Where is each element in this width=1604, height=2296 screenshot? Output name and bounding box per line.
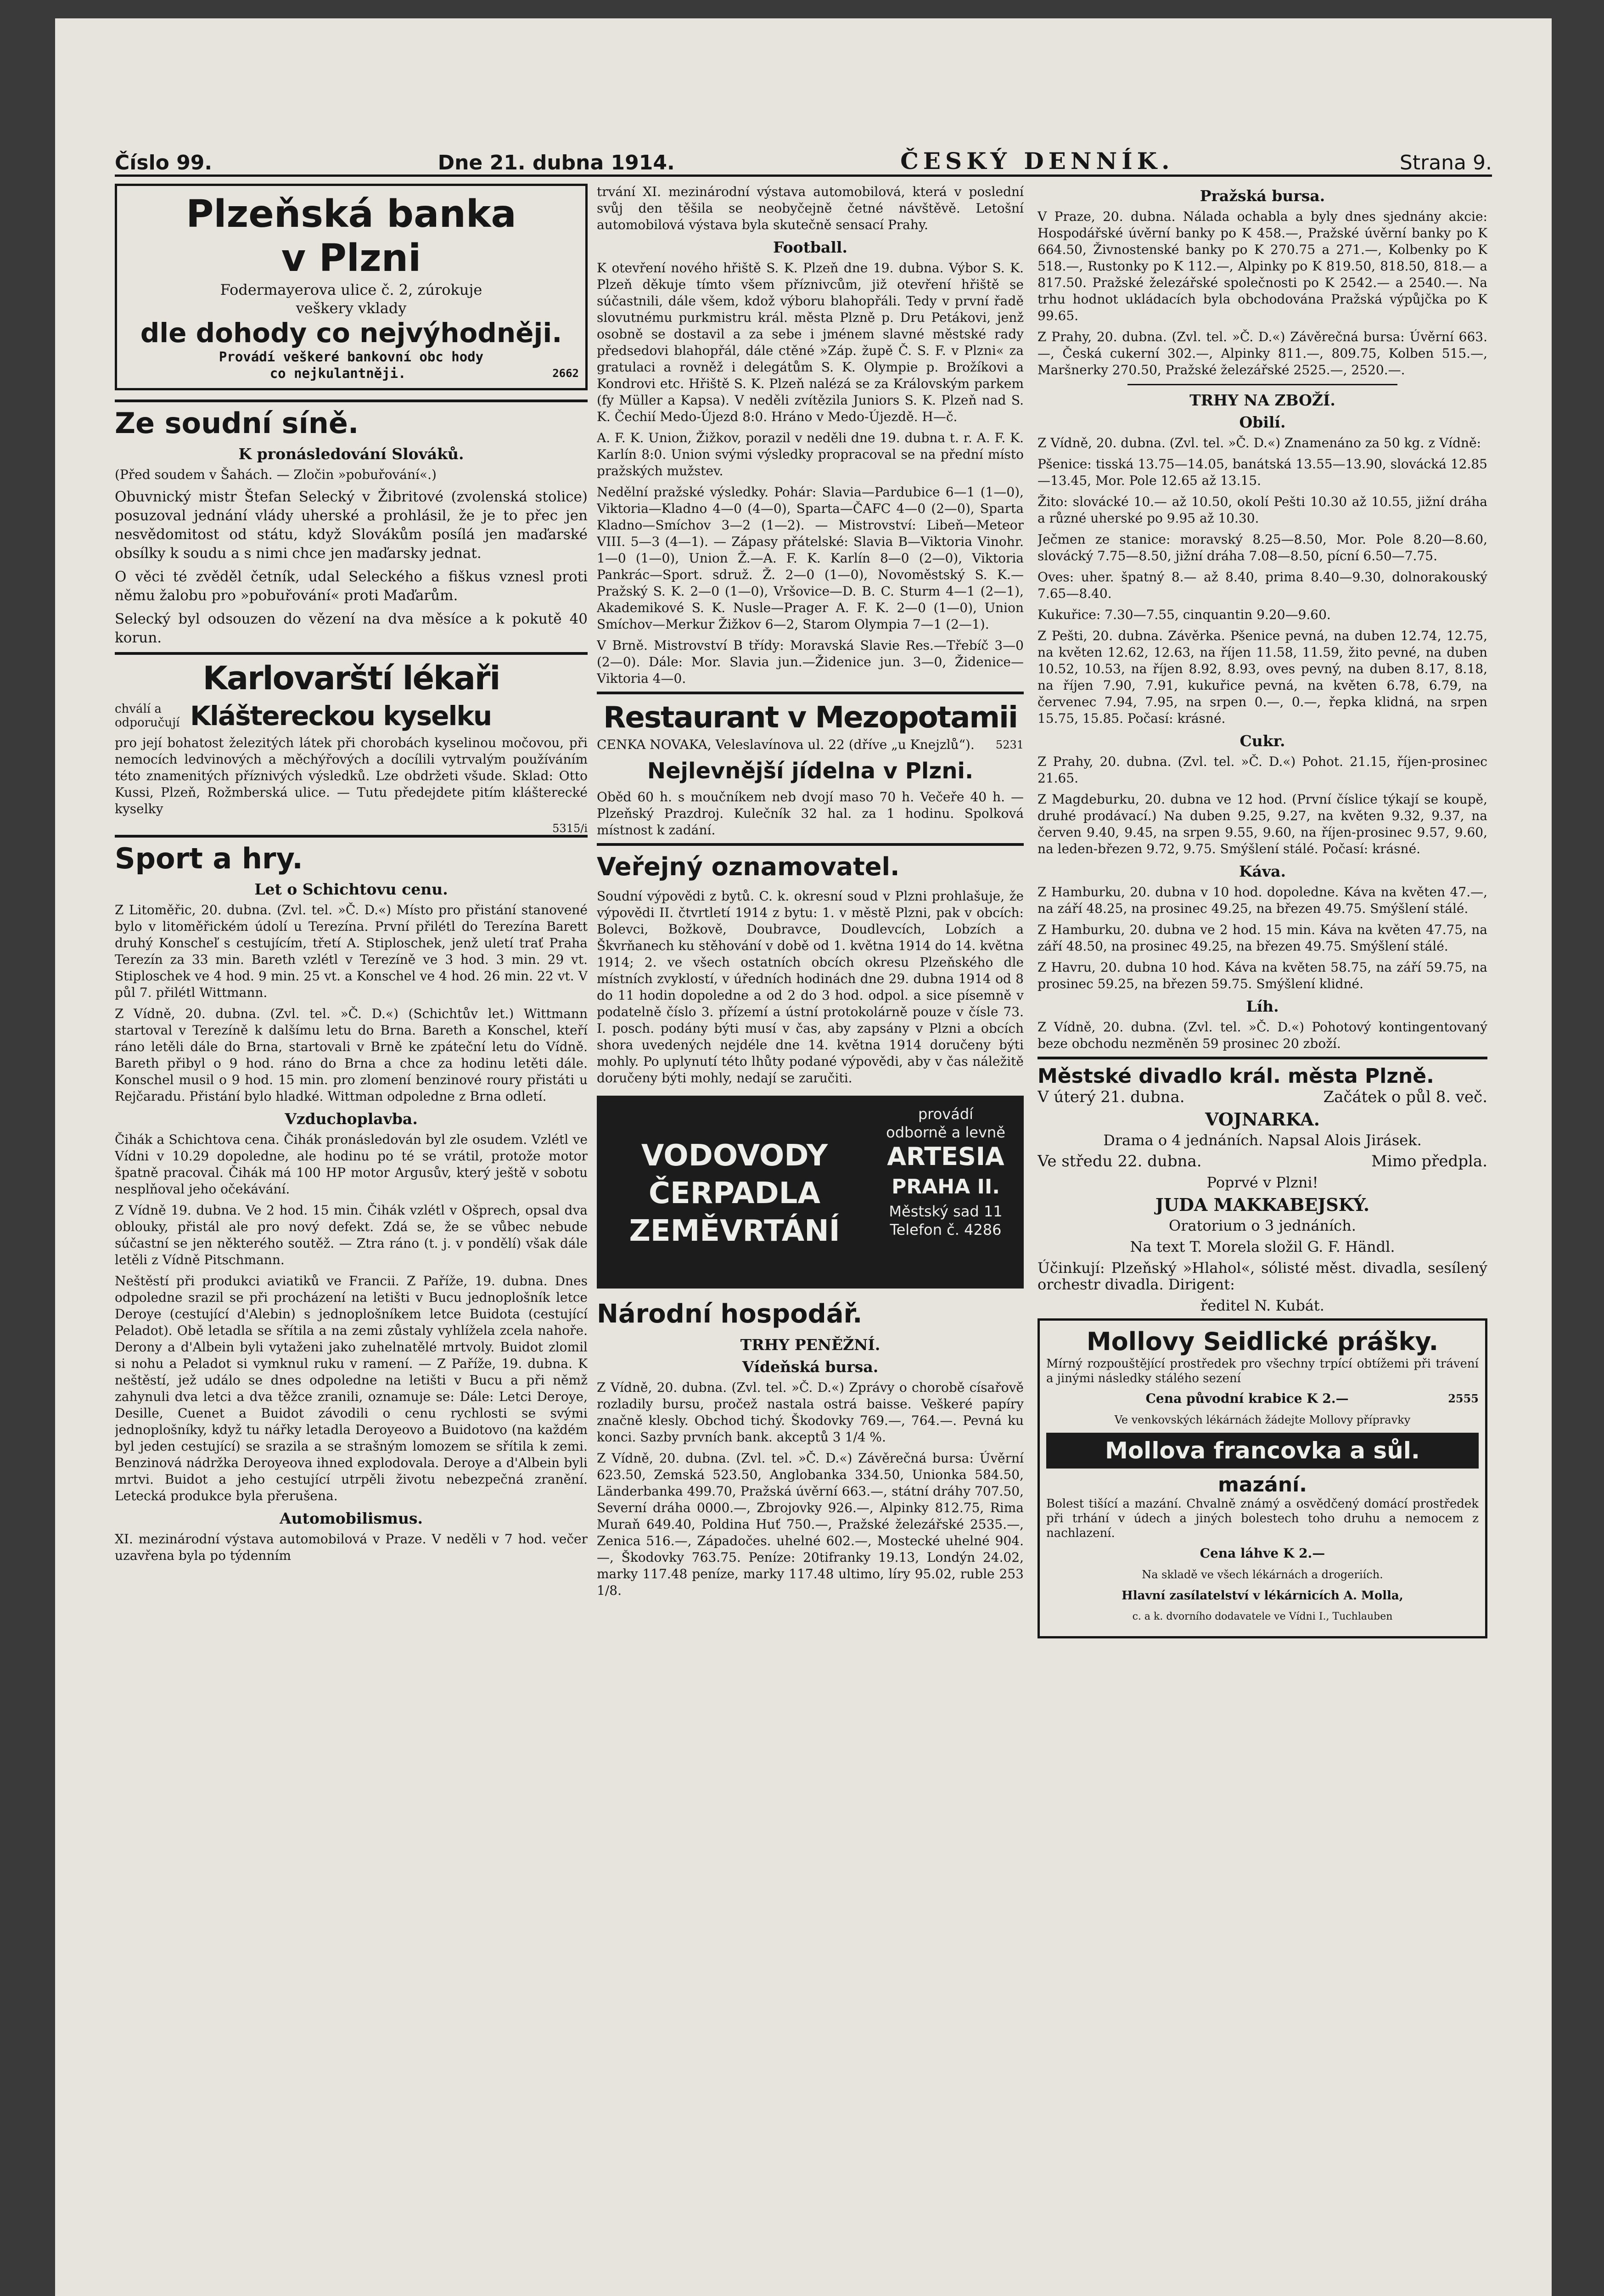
article-paragraph: V Brně. Mistrovství B třídy: Moravská Slavie Res.—Třebíč 3—0 (2—0). Dále: Mor. Slavia jun.—Židenice jun. 3—0, Židenice—Viktoria 4—0.: [597, 638, 1024, 686]
divider: [597, 692, 1024, 694]
article-paragraph: Čihák a Schichtova cena. Čihák pronásledován byl zle osudem. Vzlétl ve Vídni v 10.29 dopoledne, ale hodinu po té se vrátil, protože motor špatně pracoval. Čihák má 100 HP motor Argusův, který ještě v sobotu nesplňoval jeho očekávání.: [115, 1132, 588, 1197]
artesia-address: Městský sad 11: [889, 1203, 1003, 1220]
subhead-kava: Káva.: [1239, 862, 1286, 880]
moll-price-2: Cena láhve K 2.—: [1200, 1546, 1325, 1561]
divider: [1127, 384, 1397, 385]
page-number: Strana 9.: [1399, 151, 1492, 174]
market-line: Pšenice: tisská 13.75—14.05, banátská 13.55—13.90, slovácká 12.85—13.45, Mor. Pole 12.65 až 13.15.: [1038, 456, 1487, 488]
restaurant-owner: CENKA NOVAKA, Veleslavínova ul. 22 (dříve „u Knejzlů“). 5231: [597, 737, 1024, 752]
play-performers: Účinkují: Plzeňský »Hlahol«, sólisté měst. divadla, sesílený orchestr divadla. Dirigent:: [1038, 1259, 1487, 1293]
moll-main: Hlavní zasílatelství v lékárnicích A. Molla,: [1122, 1589, 1403, 1603]
market-line: Z Magdeburku, 20. dubna ve 12 hod. (První číslice týkají se koupě, druhé prodávací.) Na duben 9.25, 9.27, na květen 9.32, 9.37, na červen 9.40, 9.45, na srpen 9.55, 9.60, na říjen-prosinec 9.57, 9.60, na leden-březen 9.72, 9.75. Smýšlení stálé. Počasí: krásné.: [1038, 792, 1487, 856]
restaurant-title: Restaurant v Mezopotamii: [603, 701, 1017, 735]
moll-tag: mazání.: [1218, 1473, 1307, 1497]
artesia-services: [606, 1137, 863, 1250]
play-desc: Oratorium o 3 jednáních.: [1169, 1217, 1356, 1234]
moll-title-2: Mollova francovka a sůl.: [1046, 1433, 1479, 1469]
subhead-cukr: Cukr.: [1239, 732, 1285, 750]
article-paragraph: Z Vídně, 20. dubna. (Zvl. tel. »Č. D.«) Zprávy o chorobě císařově rozladily bursu, pročež nastala ostrá baisse. Veškeré papíry značně klesly. Obchod tichý. Škodovky 769.—, 764.—. Pevná ku konci. Sazby prvních bank. akceptů 3 1/4 %.: [597, 1380, 1024, 1445]
headline-slovaci: K pronásledování Slováků.: [238, 445, 464, 463]
market-line: Z Hamburku, 20. dubna ve 2 hod. 15 min. Káva na květen 47.75, na září 48.50, na prosinec 49.25, na březen 49.75. Smýšlení stálé.: [1038, 922, 1487, 954]
market-line: Kukuřice: 7.30—7.55, cinquantin 9.20—9.60.: [1038, 607, 1331, 622]
artesia-brand: ARTESIA: [887, 1142, 1004, 1171]
theatre-program: [1038, 1064, 1487, 1314]
ad-plzenska-banka: [115, 184, 588, 390]
moll-note: Ve venkovských lékárnách žádejte Mollovy přípravky: [1114, 1413, 1411, 1426]
ad-number: 2555: [1448, 1392, 1479, 1405]
article-paragraph: Z Vídně, 20. dubna. (Zvl. tel. »Č. D.«) (Schichtův let.) Wittmann startoval v Terezíně k dalšímu letu do Brna. Bareth a Konschel, kteří ráno letěli dále do Brna, startovali v Brně ke zpáteční letu do Vídně. Bareth přibyl o 9 hod. ráno do Brna a chce za hodinu letěti dále. Konschel musil o 9 hod. 15 min. pro zlomení benzinové roury přistáti u Rejčaradu. Přistání bylo hladké. Wittman odpoledne z Brna odletí.: [115, 1006, 588, 1104]
market-line: Žito: slovácké 10.— až 10.50, okolí Pešti 10.30 až 10.55, jižní dráha a různé uherské po 9.95 až 10.30.: [1038, 494, 1487, 526]
article-paragraph: Z Vídně 19. dubna. Ve 2 hod. 15 min. Čihák vzlétl v Ošprech, opsal dva oblouky, přistál ale pro nový defekt. Zdá se, že se vůbec nebude súčastní se jen některého soutěž. — Ztra ráno (t. j. v pondělí) však dále letěli z Vídně Pitschmann.: [115, 1203, 588, 1267]
section-title-verejny: Veřejný oznamovatel.: [597, 852, 900, 881]
section-title-soudni: Ze soudní síně.: [115, 406, 359, 440]
artesia-line: ČERPADLA: [649, 1176, 820, 1210]
bank-deposits: veškery vklady: [296, 299, 407, 317]
artesia-line: odborně a levně: [886, 1124, 1005, 1141]
issue-date: Dne 21. dubna 1914.: [437, 151, 675, 174]
moll-price: Cena původní krabice K 2.— 2555: [1145, 1391, 1479, 1406]
ad-number: 2662: [552, 367, 579, 380]
artesia-line: ZEMĚVRTÁNÍ: [629, 1214, 840, 1248]
artesia-line: VODOVODY: [641, 1139, 828, 1173]
subhead-trhy-penezni: TRHY PENĚŽNÍ.: [740, 1336, 881, 1354]
market-line: Ječmen ze stanice: moravský 8.25—8.50, Mor. Pole 8.20—8.60, slovácký 7.75—8.50, jižní dráha 7.08—8.50, pícní 6.50—7.75.: [1038, 532, 1487, 563]
artesia-phone: Telefon č. 4286: [890, 1221, 1002, 1238]
bank-address: Fodermayerova ulice č. 2, zúrokuje: [220, 281, 482, 298]
article-paragraph: O věci té zvěděl četník, udal Seleckého a fiškus vznesl proti němu žalobu pro »pobuřování« proti Maďarům.: [115, 568, 588, 604]
subhead-football: Football.: [773, 238, 847, 256]
bank-services-2: co nejkulantněji. 2662: [269, 366, 579, 381]
theatre-day: V úterý 21. dubna. Začátek o půl 8. več.: [1038, 1088, 1487, 1106]
theatre-title: Městské divadlo král. města Plzně.: [1038, 1064, 1434, 1088]
article-paragraph: Selecký byl odsouzen do vězení na dva měsíce a k pokutě 40 korun.: [115, 611, 588, 646]
column-1: [115, 184, 588, 1569]
column-3: [1038, 184, 1487, 1648]
section-title-hospodar: Národní hospodář.: [597, 1299, 863, 1329]
market-line: Z Prahy, 20. dubna. (Zvl. tel. »Č. D.«) Pohot. 21.15, říjen-prosinec 21.65.: [1038, 754, 1487, 786]
ad-karlovarsti-title: Karlovarští lékaři: [202, 659, 500, 697]
moll-title: Mollovy Seidlické prášky.: [1086, 1327, 1439, 1356]
article-paragraph: Z Vídně, 20. dubna. (Zvl. tel. »Č. D.«) Závěrečná bursa: Úvěrní 623.50, Zemská 523.50, Anglobanka 334.50, Unionka 584.50, Länderbanka 499.70, Pražská úvěrní 663.—, státní dráhy 707.50, Severní dráha 0000.—, Zbrojovky 926.—, Alpinky 812.75, Rima Muraň 649.40, Poldina Huť 750.—, Pražské železářské 2535.—, Zenica 516.—, Západočes. uhelné 602.—, Mostecké uhelné 904.—, Škodovky 763.75. Peníze: 20tifranky 19.13, Londýn 24.02, marky 117.48 peníze, marky 117.48 ultimo, líry 95.02, ruble 253 1/8.: [597, 1451, 1024, 1598]
moll-desc: Bolest tišící a mazání. Chvalně známý a osvědčený domácí prostředek při trhání v údech a jiných bolestech toho druhu a nemocem z nachlazení.: [1046, 1497, 1479, 1540]
ad-karlovarsti-text: pro její bohatost železitých látek při chorobách kyselinou močovou, při nemocích ledvinových a měchýřových a docílili vytrvalým používáním této znamenitých příznivých výsledků. Lze obdržeti všude. Sklad: Otto Kussi, Plzeň, Rožmberská ulice. — Tutu předejdete pitím klášterecké kyselky: [115, 735, 588, 816]
bank-terms: dle dohody co nejvýhodněji.: [140, 317, 562, 349]
article-paragraph: Soudní výpovědi z bytů. C. k. okresní soud v Plzni prohlašuje, že výpovědi II. čtvrtletí 1914 z bytu: 1. v městě Plzni, pak v obcích: Bolevci, Božkově, Doubravce, Doudlevcích, Lobzích a Škvrňanech ku stěhování v době od 1. května 1914 do 14. května 1914; 2. ve všech ostatních obcích okresu Plzeňského dle místních zvyklostí, v úředních hodinách dne 29. dubna 1914 od 8 do 11 hodin dopoledne a od 2 do 3 hod. odpol. a sice písemně v podatelně číslo 3. přízemí a ústní protokolárně pouze v čísle 73. I. posch. podány býti musí v čas, aby zapsány v Plzni a obcích shora uvedených nejdéle dne 14. května 1914 doručeny býti mohly. Po uplynutí této lhůty podané výpovědi, aby v čas náležitě doručeny býti mohly, nedají se zaručiti.: [597, 889, 1024, 1086]
divider: [115, 835, 588, 838]
article-paragraph: A. F. K. Union, Žižkov, porazil v neděli dne 19. dubna t. r. A. F. K. Karlín 8:0. Union svými výsledky propracoval se na přední místo pražských mužstev.: [597, 430, 1024, 478]
bank-services-1: Provádí veškeré bankovní obc hody: [219, 349, 484, 365]
play-author: Na text T. Morela složil G. F. Händl.: [1130, 1238, 1395, 1255]
article-paragraph: Z Prahy, 20. dubna. (Zvl. tel. »Č. D.«) Závěrečná bursa: Úvěrní 663.—, Česká cukerní 302.—, Alpinky 811.—, 809.75, Kolben 515.—, Maršnerky 270.50, Pražské železářské 2525.—, 2520.—.: [1038, 329, 1487, 377]
moll-supplier: c. a k. dvorního dodavatele ve Vídni I., Tuchlauben: [1132, 1611, 1393, 1622]
market-line: Z Havru, 20. dubna 10 hod. Káva na květen 58.75, na září 59.75, na prosinec 59.25, na březen 59.75. Smýšlení klidné.: [1038, 960, 1487, 991]
headline-let: Let o Schichtovu cenu.: [254, 880, 448, 898]
paper-name: ČESKÝ DENNÍK.: [900, 147, 1174, 174]
play-desc: Drama o 4 jednáních. Napsal Alois Jirásek.: [1103, 1131, 1422, 1149]
moll-store: Na skladě ve všech lékárnách a drogeriích.: [1142, 1568, 1383, 1581]
ad-number: 5315/i: [552, 822, 588, 835]
article-paragraph: Obuvnický mistr Štefan Selecký v Žibritové (zvolenská stolice) posuzoval jednání vlády uherské a prohlásil, že je to přec jen nesvědomitost od státu, když Slovákům posílá jen maďarské obsílky k soudu a s nimi chce jen maďarsky jednat.: [115, 489, 588, 562]
divider: [597, 843, 1024, 846]
play-title: VOJNARKA.: [1205, 1109, 1320, 1130]
article-intro: (Před soudem v Šahách. — Zločin »pobuřování«.): [115, 467, 437, 482]
column-2: [597, 184, 1024, 1604]
bank-city: v Plzni: [281, 236, 421, 280]
moll-text: Mírný rozpouštějící prostředek pro všechny trpící obtížemi při trávení a jinými následky stálého sezení: [1046, 1357, 1479, 1385]
divider: [1038, 1057, 1487, 1059]
subhead-automobilismus: Automobilismus.: [279, 1509, 423, 1527]
article-paragraph: XI. mezinárodní výstava automobilová v Praze. V neděli v 7 hod. večer uzavřena byla po týdenním: [115, 1531, 588, 1563]
market-line: Z Vídně, 20. dubna. (Zvl. tel. »Č. D.«) Pohotový kontingentovaný beze obchodu nezměněn 59 prosinec 20 zboží.: [1038, 1019, 1487, 1051]
article-paragraph: Nedělní pražské výsledky. Pohár: Slavia—Pardubice 6—1 (1—0), Viktoria—Kladno 4—0 (4—0), Sparta—ČAFC 4—0 (2—0), Sparta Kladno—Smíchov 3—2 (1—2). — Mistrovství: Libeň—Meteor VIII. 5—3 (4—1). — Zápasy přátelské: Slavia B—Viktoria Vinohr. 1—0 (1—0), Union Ž.—A. F. K. Karlín 8—0 (2—0), Viktoria Pankrác—Sport. sdruž. Ž. 2—0 (1—0), Novoměstský S. K.—Pražský S. K. 2—0 (1—0), Vršovice—D. B. C. Sturm 4—1 (2—1), Akademikové S. K. Nusle—Prager A. F. K. 2—0 (1—0), Union Smíchov—Merkur Žižkov 6—2, Starom Olympia 7—1 (2—1).: [597, 484, 1024, 632]
restaurant-slogan: Nejlevnější jídelna v Plzni.: [647, 758, 974, 784]
ad-karlovarsti: [115, 659, 588, 835]
section-title-sport: Sport a hry.: [115, 842, 303, 875]
subhead-videnska: Vídeňská bursa.: [742, 1358, 879, 1376]
article-paragraph: Neštěstí při produkci aviatiků ve Francii. Z Paříže, 19. dubna. Dnes odpoledne srazil se při procházení na letišti v Bucu jednoplošník letce Deroye (cestující d'Alebin) s jednoplošníkem letce Buidota (cestující Peladot). Obě letadla se sřítila a na zemi zůstaly vyhlížela zcela nahoře. Derony a d'Albein byli vytaženi jako zuhelnatělé mrtvoly. Buidot zlomil si nohu a Peladot si vymknul ruku v ramení. — Z Paříže, 19. dubna. K neštěstí, jež událo se dnes odpoledne na letišti v Bucu a při němž zahynuli dva letci a dva těžce zranili, oznamuje se: Dále: Letci Deroye, Desille, Cuenet a Buidot závodili o cenu rychlosti se svými jednoplošníky, když tu nářky letadla Deroyeovo a Buidotovo (na každém byl jeden cestující) se srazila a se strašným lomozem se sřítila k zemi. Benzinová nádržka Deroyeova ihned explodovala. Deroye a d'Albein byli mrtvi. Buidot a jeho cestující utrpěli životu nebezpečná zranění. Letecká produkce byla přerušena.: [115, 1273, 588, 1503]
theatre-day: Ve středu 22. dubna. Mimo předpla.: [1038, 1152, 1487, 1171]
subhead-lih: Líh.: [1246, 997, 1279, 1015]
market-line: Z Pešti, 20. dubna. Závěrka. Pšenice pevná, na duben 12.74, 12.75, na květen 12.62, 12.63, na říjen 11.58, 11.59, žito pevné, na duben 10.52, 10.53, na říjen 8.92, 8.93, oves pevný, na duben 8.17, 8.18, na říjen 7.90, 7.91, kukuřice pevná, na květen 6.78, 6.79, na červenec 7.94, 7.95, na srpen 0.—, 0.—, řepka klidná, na srpen 15.75, 15.85. Počasí: krásné.: [1038, 628, 1487, 726]
newspaper-page: [55, 18, 1552, 2296]
market-line: Z Hamburku, 20. dubna v 10 hod. dopoledne. Káva na květen 47.—, na září 48.25, na prosinec 49.25, na březen 49.75. Smýšlení stálé.: [1038, 884, 1487, 916]
ad-karlovarsti-small: chválí a odporučují: [115, 702, 180, 730]
article-paragraph: Z Litoměřic, 20. dubna. (Zvl. tel. »Č. D.«) Místo pro přistání stanovené bylo v litoměřickém údolí u Terezína. První přilétl do Terezína Barett druhý Konscheľ s cestujícím, třetí A. Stiploschek, jenž uletí trať Praha Terezín za 33 min. Bareth vzlétl v Terezíně ve 3 hod. 3 min. 29 vt. Stiploschek ve 4 hod. 9 min. 25 vt. a Konschel ve 4 hod. 26 min. 22 vt. V půl 7. přilétl Wittmann.: [115, 902, 588, 1000]
play-title: JUDA MAKKABEJSKÝ.: [1155, 1194, 1370, 1215]
play-director: ředitel N. Kubát.: [1200, 1297, 1324, 1314]
subhead-trhy-zbozi: TRHY NA ZBOŽÍ.: [1189, 391, 1335, 409]
article-paragraph: V Praze, 20. dubna. Nálada ochabla a byly dnes sjednány akcie: Hospodářské úvěrní banky po K 458.—, Pražské úvěrní banky po K 664.50, Živnostenské banky po K 270.75 a 271.—, Kolbenky po K 518.—, Rustonky po K 112.—, Alpinky po K 819.50, 818.50, 818.— a 817.50. Pražské železářské společnosti po K 2542.— a 2540.—. Na trhu hodnot ukládacích byla obchodována Pražská výpůjčka po K 99.65.: [1038, 209, 1487, 323]
first-performance: Poprvé v Plzni!: [1206, 1174, 1318, 1191]
bank-title: Plzeňská banka: [186, 192, 516, 236]
subhead-prazska: Pražská bursa.: [1200, 187, 1325, 205]
artesia-contact: [877, 1105, 1015, 1239]
ad-number: 5231: [995, 738, 1024, 751]
artesia-line: provádí: [918, 1105, 974, 1123]
subhead-obili: Obilí.: [1239, 413, 1286, 431]
ad-moll: [1038, 1318, 1487, 1638]
subhead-vzduchoplavba: Vzduchoplavba.: [285, 1110, 418, 1128]
ad-artesia: [597, 1096, 1024, 1289]
market-line: Z Vídně, 20. dubna. (Zvl. tel. »Č. D.«) Znamenáno za 50 kg. z Vídně:: [1038, 435, 1481, 450]
ad-karlovarsti-product: Kláštereckou kyselku: [190, 700, 492, 732]
article-paragraph: trvání XI. mezinárodní výstava automobilová, která v poslední svůj den těšila se neobyčejně četné návštěvě. Letošní automobilová výstava byla skutečně sensací Prahy.: [597, 184, 1024, 232]
article-paragraph: K otevření nového hřiště S. K. Plzeň dne 19. dubna. Výbor S. K. Plzeň děkuje tímto všem příznivcům, již otevření hřiště se súčastnili, dále všem, kdož výboru blahopřáli. Tedy v první řadě slovutnému purkmistru král. města Plzně p. Dru Petákovi, jenž osobně se dostavil a za sebe i jménem slavné městské rady předsedovi blahopřál, dále ctěné »Záp. župě Č. S. F. v Plzni« za gratulaci a rovněž i delegátům S. K. Olympie p. Brožíkovi a Kondrovi etc. Hřiště S. K. Plzeň nalézá se za Královským parkem (fy Müller a Kapsa). V neděli zvítězila Juniors S. K. Plzeň nad S. K. Čechií Medo-Újezd 8:0. Hráno v Medo-Újezdě. H—č.: [597, 260, 1024, 424]
restaurant-text: Oběd 60 h. s moučníkem neb dvojí maso 70 h. Večeře 40 h. — Plzeňský Prazdroj. Kulečník 32 hal. za 1 hodinu. Spolková místnost k zadání.: [597, 789, 1024, 838]
divider: [115, 652, 588, 655]
masthead: [115, 133, 1492, 177]
divider: [115, 400, 588, 402]
issue-number: Číslo 99.: [115, 151, 213, 174]
ad-restaurant: [597, 699, 1024, 838]
market-line: Oves: uher. špatný 8.— až 8.40, prima 8.40—9.30, dolnorakouský 7.65—8.40.: [1038, 569, 1487, 601]
artesia-city: PRAHA II.: [892, 1175, 1000, 1199]
